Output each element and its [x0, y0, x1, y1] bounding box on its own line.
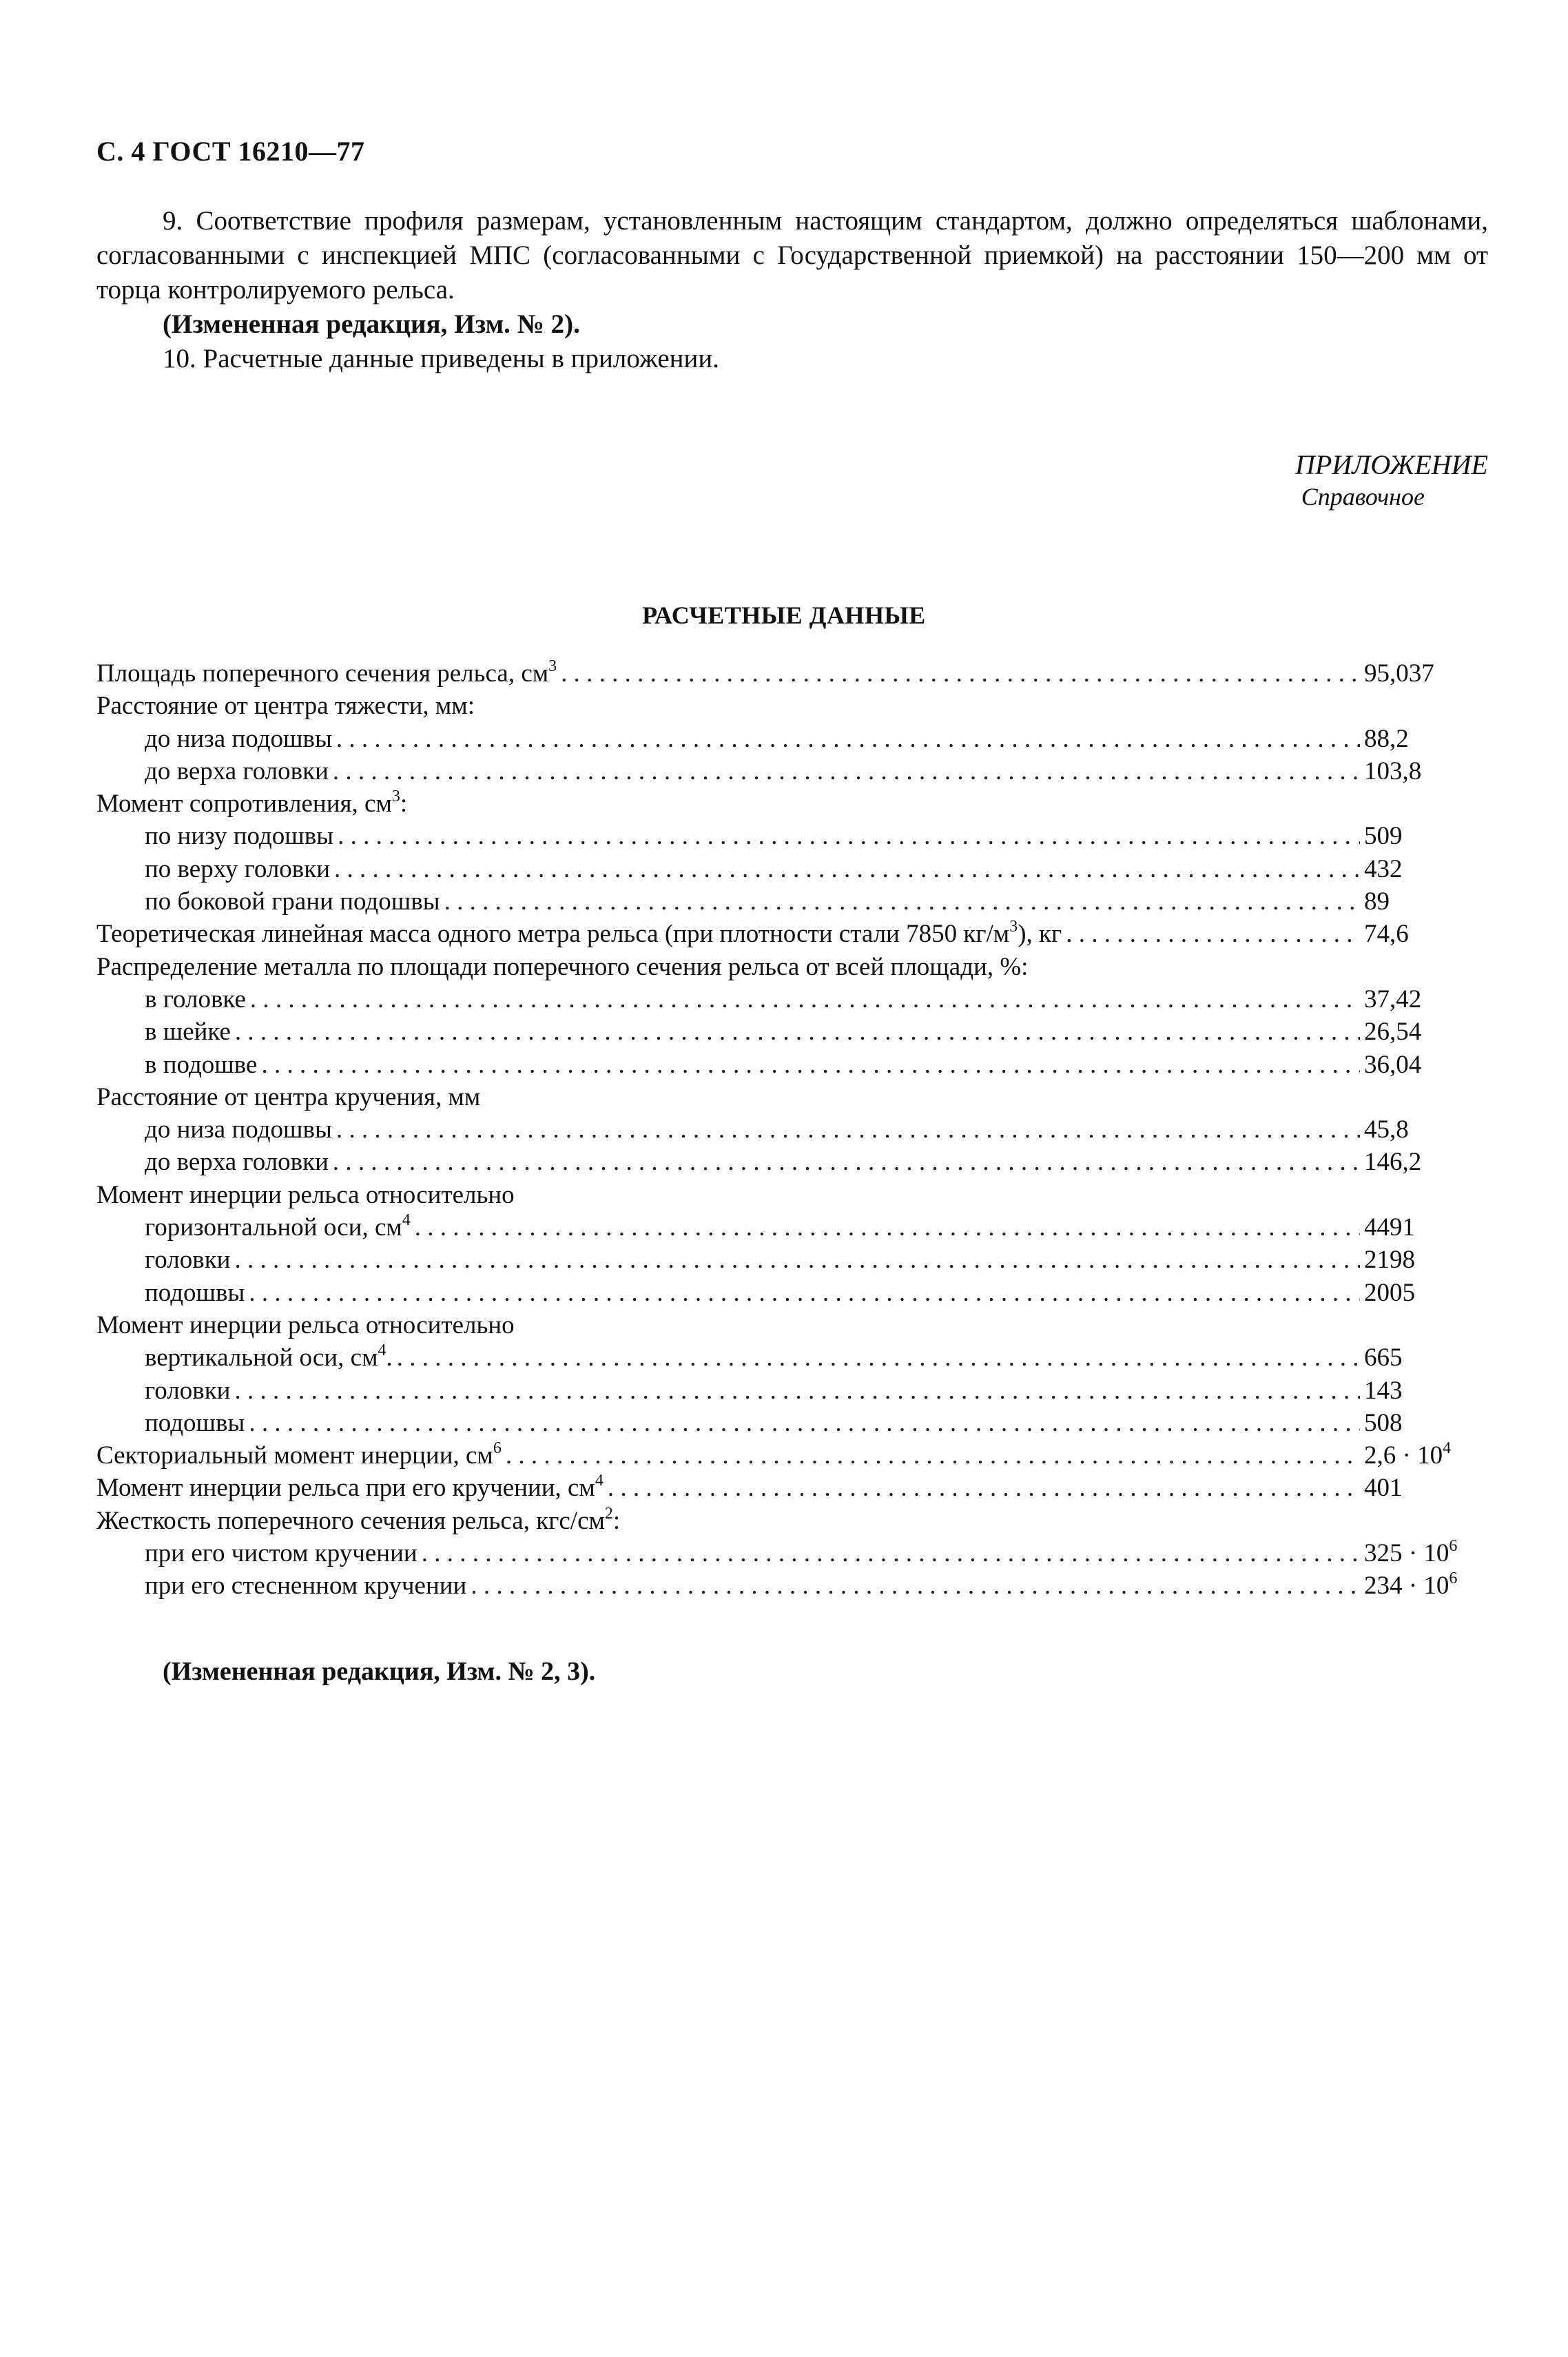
- row-value: [1364, 1571, 1474, 1601]
- leader-dots: [1066, 919, 1360, 949]
- row-value: 95,037: [1364, 659, 1434, 688]
- row-heading-superscript: 2: [604, 1504, 613, 1523]
- row-heading: Момент инерции рельса относительно: [96, 1180, 515, 1209]
- row-label: [96, 919, 1062, 949]
- row-label: подошвы: [145, 1278, 245, 1307]
- leader-dots: [561, 659, 1360, 688]
- row-label: в подошве: [145, 1050, 258, 1079]
- leader-dots: [333, 1147, 1360, 1177]
- row-label-text: вертикальной оси, см: [145, 1344, 378, 1372]
- row-label-text: Площадь поперечного сечения рельса, см: [96, 659, 549, 688]
- row-value-text: 2,6 · 10: [1364, 1441, 1443, 1470]
- row-value: 508: [1364, 1408, 1403, 1437]
- row-value: 26,54: [1364, 1018, 1422, 1047]
- row-label-text: Секториальный момент инерции, см: [96, 1441, 493, 1470]
- row-value-text: 325 · 10: [1364, 1539, 1450, 1568]
- leader-dots: [397, 1343, 1360, 1372]
- row-value: 89: [1364, 887, 1390, 916]
- leader-dots: [234, 1245, 1360, 1275]
- row-value: 432: [1364, 854, 1403, 883]
- row-heading-text: Жесткость поперечного сечения рельса, кгс/см: [96, 1506, 605, 1535]
- row-label-text: горизонтальной оси, см: [145, 1213, 402, 1242]
- row-value: 665: [1364, 1344, 1403, 1372]
- row-label: при его стесненном кручении: [145, 1572, 467, 1601]
- row-value: 2198: [1364, 1246, 1415, 1275]
- row-label-superscript: 4: [595, 1472, 604, 1490]
- leader-dots: [250, 985, 1360, 1014]
- leader-dots: [261, 1050, 1360, 1080]
- row-heading: Момент инерции рельса относительно: [96, 1310, 515, 1339]
- row-heading: [96, 789, 407, 819]
- row-value: 146,2: [1364, 1148, 1422, 1177]
- paragraph-9: [96, 204, 1488, 307]
- row-label: до низа подошвы: [145, 1115, 332, 1144]
- row-label: до низа подошвы: [145, 724, 332, 753]
- row-label: по верху головки: [145, 854, 331, 883]
- row-value-exponent: 4: [1443, 1439, 1452, 1458]
- row-label: головки: [145, 1246, 231, 1275]
- row-value: [1364, 1538, 1474, 1568]
- row-label: в головке: [145, 985, 246, 1013]
- row-heading-suffix: :: [400, 790, 408, 819]
- leader-dots: [422, 1538, 1360, 1568]
- row-value: 45,8: [1364, 1115, 1409, 1144]
- paragraph-9-text: 9. Соответствие профиля размерам, установленным настоящим стандартом, должно определяться шаблонами, согласованными с инспекцией МПС (согласованными с Государственной приемкой) на расстоянии 150—200 мм от торца контролируемого рельса.: [96, 206, 1488, 305]
- row-heading: [96, 1506, 620, 1536]
- row-heading: Расстояние от центра тяжести, мм:: [96, 692, 475, 721]
- row-value: 401: [1364, 1474, 1403, 1503]
- row-label: подошвы: [145, 1408, 245, 1437]
- row-value: 143: [1364, 1376, 1403, 1405]
- row-label: [96, 1441, 502, 1470]
- leader-dots: [444, 887, 1360, 916]
- row-value: 4491: [1364, 1213, 1415, 1242]
- row-label: [96, 659, 557, 688]
- row-label: [145, 1213, 411, 1242]
- leader-dots: [235, 1017, 1360, 1047]
- row-label: [96, 1473, 604, 1503]
- row-label: при его чистом кручении: [145, 1539, 417, 1568]
- leader-dots: [249, 1278, 1360, 1308]
- row-value-text: 234 · 10: [1364, 1572, 1450, 1601]
- leader-dots: [334, 854, 1360, 884]
- row-value: [1364, 1441, 1474, 1470]
- row-label: до верха головки: [145, 756, 329, 785]
- row-label: до верха головки: [145, 1148, 329, 1177]
- leader-dots: [338, 821, 1360, 851]
- leader-dots: [336, 1115, 1360, 1144]
- row-heading: Распределение металла по площади поперечного сечения рельса от всей площади, %:: [96, 952, 1029, 981]
- row-label: по боковой грани подошвы: [145, 887, 440, 916]
- row-value: 74,6: [1364, 920, 1409, 949]
- row-heading: Расстояние от центра кручения, мм: [96, 1082, 481, 1111]
- row-label: головки: [145, 1376, 231, 1405]
- leader-dots: [506, 1441, 1360, 1470]
- row-heading-text: Момент сопротивления, см: [96, 790, 392, 819]
- paragraph-10: [96, 342, 1488, 376]
- row-label-superscript: 3: [548, 657, 557, 675]
- row-label-text: Момент инерции рельса при его кручении, см: [96, 1474, 595, 1503]
- row-value: 103,8: [1364, 756, 1422, 785]
- row-value: 509: [1364, 822, 1403, 851]
- row-heading-superscript: 3: [391, 788, 400, 806]
- leader-dots: [234, 1376, 1360, 1406]
- page-header: С. 4 ГОСТ 16210—77: [96, 136, 365, 167]
- row-label-superscript: 3: [1009, 918, 1018, 936]
- row-label-text: Теоретическая линейная масса одного метра рельса (при плотности стали 7850 кг/м: [96, 920, 1010, 949]
- row-value: 37,42: [1364, 985, 1422, 1013]
- section-title: РАСЧЕТНЫЕ ДАННЫЕ: [642, 601, 926, 629]
- row-value-exponent: 6: [1449, 1537, 1458, 1556]
- leader-dots: [333, 756, 1360, 786]
- row-label-suffix: .: [386, 1344, 393, 1372]
- calculated-data-list: [96, 659, 1474, 1604]
- paragraph-10-text: 10. Расчетные данные приведены в приложении.: [163, 344, 719, 373]
- leader-dots: [471, 1571, 1360, 1601]
- row-label-suffix: ), кг: [1018, 920, 1062, 949]
- row-value: 88,2: [1364, 724, 1409, 753]
- row-label: [145, 1343, 393, 1372]
- paragraph-9-amendment-note: (Измененная редакция, Изм. № 2).: [163, 309, 580, 339]
- row-label-superscript: 6: [493, 1439, 502, 1458]
- row-value-exponent: 6: [1449, 1569, 1458, 1588]
- row-value: 2005: [1364, 1278, 1415, 1307]
- amendment-footnote: (Измененная редакция, Изм. № 2, 3).: [163, 1657, 596, 1686]
- row-label: в шейке: [145, 1018, 231, 1047]
- appendix-subtitle: Справочное: [1301, 483, 1425, 511]
- leader-dots: [249, 1408, 1360, 1438]
- row-label: по низу подошвы: [145, 822, 334, 851]
- appendix-title: ПРИЛОЖЕНИЕ: [1295, 449, 1488, 480]
- row-label-superscript: 4: [402, 1211, 411, 1230]
- leader-dots: [415, 1213, 1360, 1242]
- row-value: 36,04: [1364, 1050, 1422, 1079]
- leader-dots: [608, 1473, 1360, 1503]
- row-label-superscript: 4: [378, 1341, 386, 1360]
- row-heading-suffix: :: [612, 1506, 621, 1535]
- leader-dots: [336, 724, 1360, 754]
